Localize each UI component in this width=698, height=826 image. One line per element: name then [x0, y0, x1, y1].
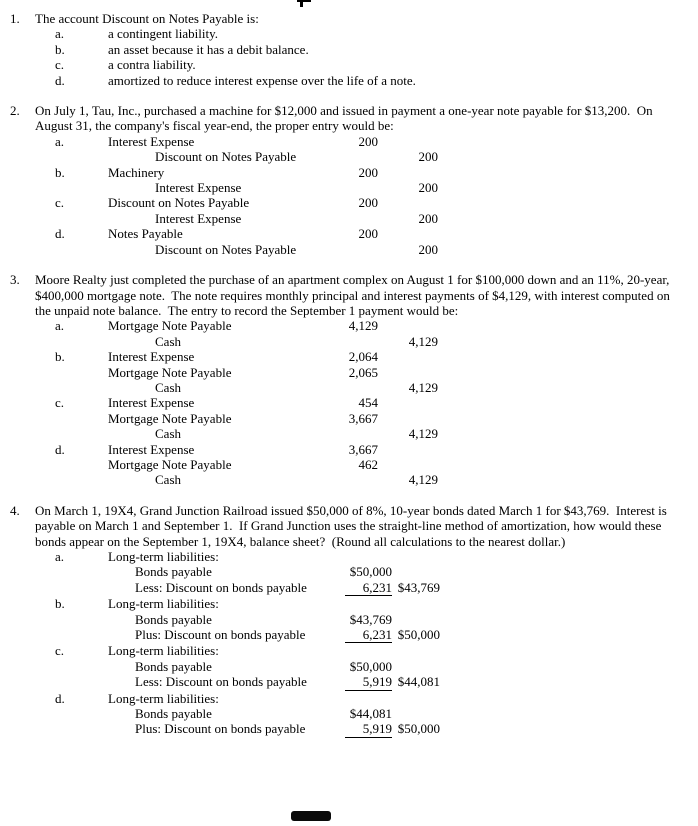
credit-amount: 200 [418, 241, 438, 257]
balance-line-row [55, 721, 684, 737]
journal-entry-row [55, 426, 684, 441]
debit-amount [340, 180, 378, 195]
letter-spacer [55, 180, 108, 195]
letter-spacer [55, 659, 108, 674]
question-block [10, 503, 684, 738]
amount-col1: 5,919 [345, 674, 392, 690]
choice-letter: c. [55, 195, 65, 211]
credit-amount: 4,129 [408, 333, 438, 349]
amount-col2 [392, 706, 440, 721]
letter-spacer [55, 472, 108, 487]
debit-amount [340, 211, 378, 226]
credit-amount [378, 411, 438, 426]
question-stem-row [10, 103, 684, 134]
journal-entry-row [55, 180, 684, 195]
balance-header-row [55, 643, 684, 658]
choice-letter: b. [55, 349, 65, 365]
line-item-label: Plus: Discount on bonds payable [135, 627, 306, 643]
account-name: Interest Expense [108, 133, 195, 149]
debit-amount [340, 242, 378, 257]
journal-entry-row [55, 365, 684, 380]
question-block [10, 11, 684, 88]
journal-entry-row [55, 457, 684, 472]
amount-col2: $50,000 [397, 627, 440, 643]
question-number: 2. [10, 103, 20, 119]
journal-entry-row [55, 134, 684, 149]
account-name: Mortgage Note Payable [108, 364, 232, 380]
question-number: 4. [10, 502, 20, 518]
question-list [10, 11, 684, 738]
balance-line-row [55, 612, 684, 627]
choice-text: a contingent liability. [108, 26, 218, 42]
debit-amount: 200 [358, 226, 378, 242]
account-name: Mortgage Note Payable [108, 318, 232, 334]
journal-entry-row [55, 395, 684, 410]
journal-entry-row [55, 149, 684, 164]
account-name: Mortgage Note Payable [108, 410, 232, 426]
journal-entry-row [55, 442, 684, 457]
choice-text: a contra liability. [108, 57, 196, 73]
choice-row [55, 26, 684, 41]
balance-line-row [55, 580, 684, 596]
letter-spacer [55, 627, 108, 643]
balance-line-row [55, 674, 684, 690]
choice-letter: b. [55, 596, 65, 612]
account-name: Interest Expense [108, 441, 195, 457]
journal-entry-row [55, 226, 684, 241]
account-name: Cash [155, 426, 181, 442]
question-stem: On March 1, 19X4, Grand Junction Railroad issued $50,000 of 8%, 10-year bonds dated March 1 for $43,769. Interest is payable on March 1 and September 1. If Grand Junction uses the straight-line method of amortization, how would these bonds appear on the September 1, 19X4, balance sheet? (Round all calculations to the nearest dollar.) [35, 502, 671, 549]
choice-row [55, 73, 684, 88]
credit-amount: 200 [418, 210, 438, 226]
letter-spacer [55, 211, 108, 226]
journal-entry-row [55, 165, 684, 180]
choice-letter: d. [55, 226, 65, 242]
letter-spacer [55, 564, 108, 579]
account-name: Interest Expense [155, 210, 242, 226]
balance-line-row [55, 706, 684, 721]
account-name: Interest Expense [155, 180, 242, 196]
credit-amount [378, 318, 438, 333]
balance-line-row [55, 659, 684, 674]
choice-list [55, 549, 684, 738]
balance-header-row [55, 596, 684, 611]
choice-list [55, 26, 684, 88]
letter-spacer [55, 674, 108, 690]
journal-entry-row [55, 211, 684, 226]
choice-letter: c. [55, 643, 65, 659]
amount-col1: 5,919 [345, 721, 392, 737]
letter-spacer [55, 612, 108, 627]
line-item-label: Less: Discount on bonds payable [135, 579, 307, 595]
letter-spacer [55, 365, 108, 380]
debit-amount: 200 [358, 164, 378, 180]
debit-amount [340, 334, 378, 349]
debit-amount: 3,667 [348, 441, 378, 457]
amount-col2: $50,000 [397, 721, 440, 737]
choice-letter: a. [55, 26, 65, 42]
journal-entry-row [55, 411, 684, 426]
credit-amount [378, 134, 438, 149]
credit-amount [378, 365, 438, 380]
line-item-label: Bonds payable [135, 658, 212, 674]
amount-col1: 6,231 [345, 627, 392, 643]
debit-amount: 200 [358, 195, 378, 211]
choice-letter: a. [55, 133, 65, 149]
question-stem-row [10, 503, 684, 549]
credit-amount [378, 395, 438, 410]
account-name: Mortgage Note Payable [108, 456, 232, 472]
choice-row [55, 42, 684, 57]
account-name: Notes Payable [108, 226, 183, 242]
choice-letter: c. [55, 57, 65, 73]
journal-entry-row [55, 334, 684, 349]
amount-col1: $50,000 [349, 658, 392, 674]
balance-line-row [55, 564, 684, 579]
credit-amount: 4,129 [408, 379, 438, 395]
line-item-label: Plus: Discount on bonds payable [135, 721, 306, 737]
choice-text: amortized to reduce interest expense over the life of a note. [108, 72, 416, 88]
choice-letter: a. [55, 549, 65, 564]
debit-amount: 2,064 [348, 349, 378, 365]
amount-col2 [392, 612, 440, 627]
debit-amount [340, 149, 378, 164]
line-item-label: Bonds payable [135, 706, 212, 722]
line-item-label: Bonds payable [135, 564, 212, 580]
credit-amount [378, 442, 438, 457]
choice-letter: d. [55, 690, 65, 706]
line-item-label: Bonds payable [135, 611, 212, 627]
debit-amount [340, 426, 378, 441]
journal-entry-row [55, 380, 684, 395]
letter-spacer [55, 706, 108, 721]
journal-entry-row [55, 318, 684, 333]
credit-amount: 200 [418, 180, 438, 196]
credit-amount: 4,129 [408, 472, 438, 488]
cropped-header-text-fragment [297, 0, 311, 8]
question-stem: Moore Realty just completed the purchase of an apartment complex on August 1 for $100,000 down and an 11%, 20-year, $400,000 mortgage note. The note requires monthly principal and interest payments of $4,129, with interest computed on the unpaid note balance. The entry to record the September 1 payment would be: [35, 272, 674, 318]
credit-amount: 200 [418, 149, 438, 165]
amount-col1: $44,081 [349, 706, 392, 722]
account-name: Interest Expense [108, 395, 195, 411]
journal-entry-row [55, 349, 684, 364]
section-label: Long-term liabilities: [108, 643, 219, 659]
choice-letter: b. [55, 164, 65, 180]
choice-letter: d. [55, 72, 65, 88]
question-block [10, 272, 684, 488]
credit-amount [378, 165, 438, 180]
letter-spacer [55, 721, 108, 737]
choice-letter: a. [55, 318, 65, 334]
credit-amount: 4,129 [408, 426, 438, 442]
amount-col1: $43,769 [349, 611, 392, 627]
letter-spacer [55, 580, 108, 596]
question-stem: The account Discount on Notes Payable is: [35, 11, 259, 26]
section-label: Long-term liabilities: [108, 596, 219, 612]
balance-header-row [55, 549, 684, 564]
balance-header-row [55, 691, 684, 706]
section-label: Long-term liabilities: [108, 690, 219, 706]
account-name: Machinery [108, 164, 165, 180]
letter-spacer [55, 149, 108, 164]
account-name: Discount on Notes Payable [155, 149, 297, 165]
debit-amount: 4,129 [348, 318, 378, 334]
choice-letter: c. [55, 395, 65, 411]
choice-letter: d. [55, 441, 65, 457]
account-name: Discount on Notes Payable [108, 195, 250, 211]
balance-line-row [55, 627, 684, 643]
letter-spacer [55, 411, 108, 426]
amount-col2 [392, 564, 440, 579]
question-number: 1. [10, 11, 20, 26]
journal-entry-row [55, 472, 684, 487]
debit-amount [340, 380, 378, 395]
journal-entry-row [55, 195, 684, 210]
account-name: Cash [155, 379, 181, 395]
account-name: Cash [155, 472, 181, 488]
account-name: Cash [155, 333, 181, 349]
credit-amount [378, 226, 438, 241]
account-name: Discount on Notes Payable [155, 241, 297, 257]
credit-amount [378, 457, 438, 472]
letter-spacer [55, 426, 108, 441]
amount-col2 [392, 659, 440, 674]
question-stem-row [10, 11, 684, 26]
question-stem: On July 1, Tau, Inc., purchased a machine for $12,000 and issued in payment a one-year note payable for $13,200. On August 31, the company's fiscal year-end, the proper entry would be: [35, 103, 656, 134]
choice-text: an asset because it has a debit balance. [108, 41, 309, 57]
cropped-footer-bar [291, 811, 331, 821]
debit-amount: 3,667 [348, 410, 378, 426]
credit-amount [378, 195, 438, 210]
line-item-label: Less: Discount on bonds payable [135, 674, 307, 690]
debit-amount: 200 [358, 133, 378, 149]
choice-list [55, 318, 684, 487]
journal-entry-row [55, 242, 684, 257]
debit-amount: 462 [358, 456, 378, 472]
amount-col1: 6,231 [345, 580, 392, 596]
debit-amount: 2,065 [348, 364, 378, 380]
debit-amount: 454 [358, 395, 378, 411]
letter-spacer [55, 242, 108, 257]
choice-list [55, 134, 684, 257]
question-stem-row [10, 272, 684, 318]
amount-col2: $44,081 [397, 674, 440, 690]
account-name: Interest Expense [108, 349, 195, 365]
choice-row [55, 57, 684, 72]
letter-spacer [55, 457, 108, 472]
choice-letter: b. [55, 41, 65, 57]
amount-col2: $43,769 [397, 579, 440, 595]
question-block [10, 103, 684, 257]
question-number: 3. [10, 272, 20, 288]
credit-amount [378, 349, 438, 364]
section-label: Long-term liabilities: [108, 549, 219, 564]
letter-spacer [55, 380, 108, 395]
debit-amount [340, 472, 378, 487]
amount-col1: $50,000 [349, 564, 392, 580]
letter-spacer [55, 334, 108, 349]
